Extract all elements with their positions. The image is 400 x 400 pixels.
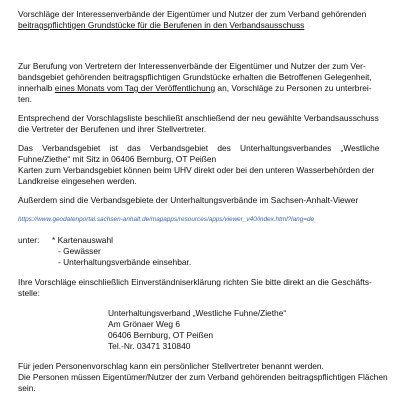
- paragraph-6-line-2: Die Personen müssen Eigentümer/Nutzer der zum Verband gehörenden beitragspflichtigen Flächen: [18, 372, 388, 382]
- paragraph-1-text-after: an, Vorschläge zu Personen zu unterbrei-: [215, 83, 372, 93]
- list-item-unterhaltungsverbaende: - Unterhaltungsverbände einsehbar.: [58, 257, 192, 267]
- paragraph-1-line-3: [18, 83, 372, 94]
- address-phone: Tel.-Nr. 03471 310840: [108, 341, 191, 351]
- paragraph-5-line-1: Ihre Vorschläge einschließlich Einverständniserklärung richten Sie bitte direkt an die Geschäfts-: [18, 277, 372, 287]
- document-title-line-1: Vorschläge der Interessenverbände der Eigentümer und Nutzer der zum Verband gehörenden: [18, 9, 367, 19]
- list-item-kartenauswahl: * Kartenauswahl: [52, 235, 113, 245]
- paragraph-5-line-2: stelle:: [18, 288, 40, 298]
- paragraph-3-line-1: Das Verbandsgebiet ist das Verbandsgebiet des Unterhaltungsverbandes „Westliche: [18, 143, 380, 153]
- paragraph-1-line-2: bandsgebiet gehörenden beitragspflichtigen Grundstücke erhalten die Betroffenen Gelegenheit,: [18, 72, 372, 82]
- list-item-gewaesser: - Gewässer: [58, 246, 101, 256]
- address-name: Unterhaltungsverband „Westliche Fuhne/Ziethe“: [108, 308, 287, 318]
- address-city: 06406 Bernburg, OT Peißen: [108, 330, 214, 340]
- viewer-link[interactable]: https://www.geodatenportal.sachsen-anhalt.de/mapapps/resources/apps/viewer_v40/index.html?lang=de: [18, 216, 315, 223]
- paragraph-2-line-1: Entsprechend der Vorschlagsliste beschließt anschließend der neu gewählte Verbandsausschuss: [18, 113, 379, 123]
- paragraph-1-line-1: Zur Berufung von Vertretern der Interessenverbände der Eigentümer und Nutzer der zum Ver-: [18, 61, 366, 71]
- paragraph-3-line-2: Fuhne/Ziethe“ mit Sitz in 06406 Bernburg, OT Peißen: [18, 154, 217, 164]
- paragraph-6-line-3: sein.: [18, 383, 36, 393]
- paragraph-3-line-4: Landkreise eingesehen werden.: [18, 176, 137, 186]
- paragraph-1-line-4: ten.: [18, 94, 32, 104]
- address-street: Am Grönaer Weg 6: [108, 319, 180, 329]
- deadline-underlined-text: eines Monats vom Tag der Veröffentlichung: [54, 83, 216, 93]
- paragraph-4-line-1: Außerdem sind die Verbandsgebiete der Unterhaltungsverbände im Sachsen-Anhalt-Viewer: [18, 195, 359, 205]
- list-label: unter:: [18, 235, 40, 245]
- paragraph-3-line-3: Karten zum Verbandsgebiet können beim UHV direkt oder bei den unteren Wasserbehörden der: [18, 165, 375, 175]
- document-title-line-2: beitragspflichtigen Grundstücke für die Berufenen in den Verbandsausschuss: [18, 20, 305, 30]
- paragraph-2-line-2: die Vertreter der Berufenen und ihrer Stellvertreter.: [18, 124, 207, 134]
- paragraph-1-text-before: innerhalb: [18, 83, 55, 93]
- paragraph-6-line-1: Für jeden Personenvorschlag kann ein persönlicher Stellvertreter benannt werden.: [18, 361, 324, 371]
